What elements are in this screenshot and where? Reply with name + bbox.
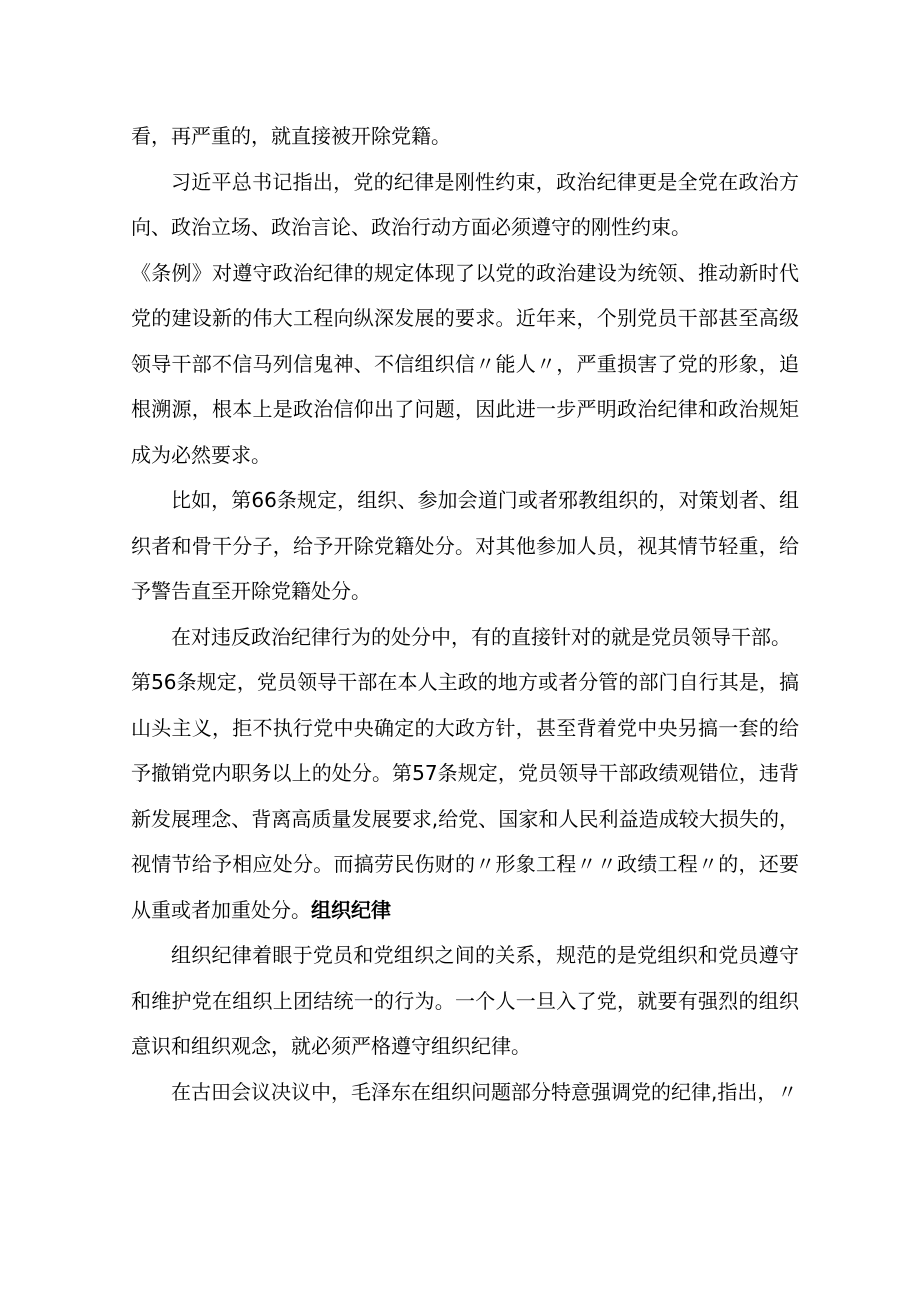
paragraph-7: 组织纪律着眼于党员和党组织之间的关系，规范的是党组织和党员遵守和维护党在组织上团结统一的行为。一个人一旦入了党，就要有强烈的组织意识和组织观念，就必须严格遵守组织纪律。 [131, 943, 799, 1058]
paragraph-6 [131, 660, 799, 933]
section-heading-organizational-discipline: 组织纪律 [311, 897, 391, 922]
document-body [131, 114, 799, 1115]
paragraph-5: 在对违反政治纪律行为的处分中，有的直接针对的就是党员领导干部。 [171, 624, 791, 649]
paragraph-6-text: 第56条规定，党员领导干部在本人主政的地方或者分管的部门自行其是，搞山头主义，拒不执行党中央确定的大政方针，甚至背着党中央另搞一套的给予撤销党内职务以上的处分。第57条规定，党员领导干部政绩观错位，违背新发展理念、背离高质量发展要求,给党、国家和人民利益造成较大损失的，视情节给予相应处分。而搞劳民伤财的〃形象工程〃〃政绩工程〃的，还要从重或者加重处分。 [131, 670, 799, 922]
paragraph-3: 《条例》对遵守政治纪律的规定体现了以党的政治建设为统领、推动新时代党的建设新的伟大工程向纵深发展的要求。近年来，个别党员干部甚至高级领导干部不信马列信鬼神、不信组织信〃能人〃，严重损害了党的形象，追根溯源，根本上是政治信仰出了问题，因此进一步严明政治纪律和政治规矩成为必然要求。 [131, 260, 799, 467]
paragraph-4: 比如，第66条规定，组织、参加会道门或者邪教组织的，对策划者、组织者和骨干分子，给予开除党籍处分。对其他参加人员，视其情节轻重，给予警告直至开除党籍处分。 [131, 488, 799, 603]
paragraph-1: 看，再严重的，就直接被开除党籍。 [131, 124, 451, 148]
paragraph-2: 习近平总书记指出，党的纪律是刚性约束，政治纪律更是全党在政治方向、政治立场、政治言论、政治行动方面必须遵守的刚性约束。 [131, 169, 799, 239]
paragraph-8: 在古田会议决议中，毛泽东在组织问题部分特意强调党的纪律,指出，〃 [171, 1079, 798, 1104]
